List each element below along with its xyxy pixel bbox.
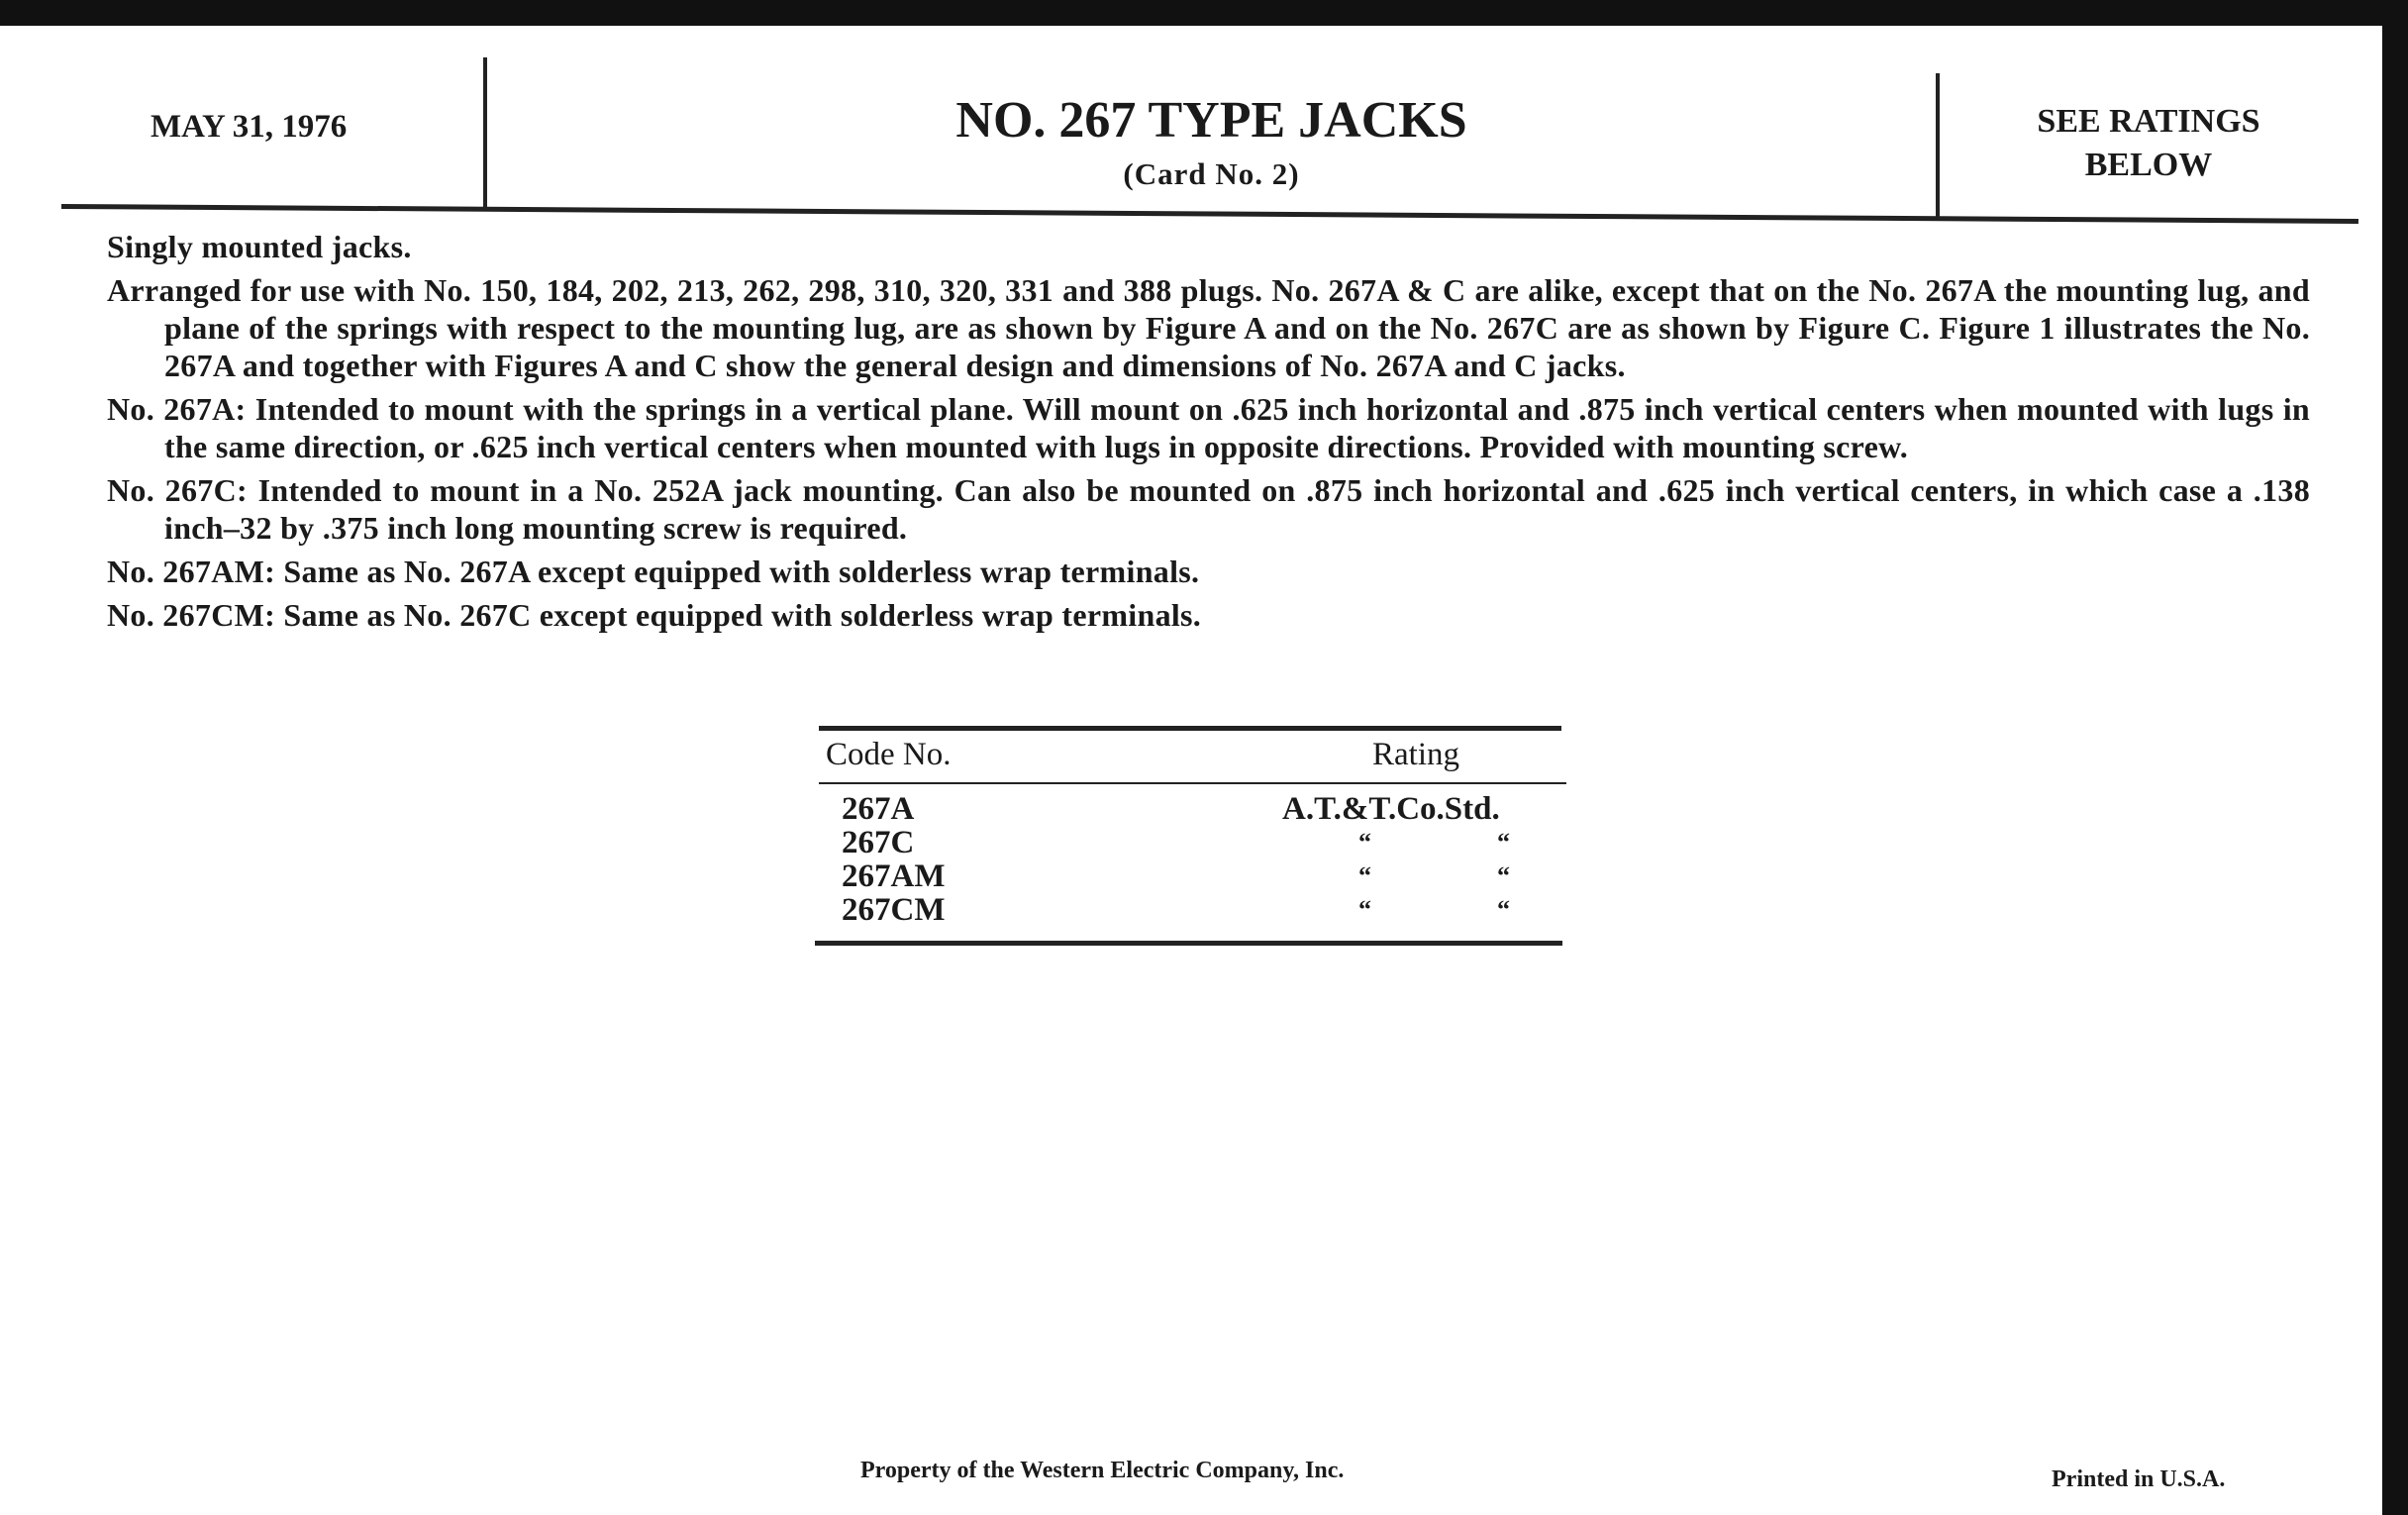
header-divider-right <box>1936 73 1940 220</box>
paragraph-267am: No. 267AM: Same as No. 267A except equipped with solderless wrap terminals. <box>107 554 1200 589</box>
ratings-note-line2: BELOW <box>2084 147 2213 183</box>
description <box>107 228 2310 640</box>
paragraph-267cm: No. 267CM: Same as No. 267C except equipped with solderless wrap terminals. <box>107 597 1202 633</box>
ditto-mark: “ <box>1497 895 1510 924</box>
table-row-code: 267AM <box>842 858 946 894</box>
table-row-code: 267C <box>842 825 915 860</box>
table-bottom-rule <box>815 941 1562 946</box>
card-number: (Card No. 2) <box>1123 156 1300 191</box>
table-header-rule <box>819 782 1566 784</box>
ditto-mark: “ <box>1497 861 1510 890</box>
table-row-rating: A.T.&T.Co.Std. <box>1282 791 1500 827</box>
ditto-mark: “ <box>1358 828 1371 857</box>
header-rule <box>61 204 2358 224</box>
paragraph-267a: No. 267A: Intended to mount with the springs in a vertical plane. Will mount on .625 inch horizontal and .875 inch vertical centers when mounted with lugs in the same direction, or .625 inch vertical centers when mounted with lugs in opposite directions. Provided with mounting screw. <box>107 391 2310 464</box>
ditto-mark: “ <box>1497 828 1510 857</box>
table-row-code: 267A <box>842 791 915 827</box>
column-header-rating: Rating <box>1372 737 1459 772</box>
scan-border-right <box>2382 0 2408 1515</box>
paragraph-267c: No. 267C: Intended to mount in a No. 252A jack mounting. Can also be mounted on .875 inch horizontal and .625 inch vertical centers, in which case a .138 inch–32 by .375 inch long mounting screw is required. <box>107 472 2310 546</box>
footer-property: Property of the Western Electric Company, Inc. <box>860 1458 1345 1483</box>
table-top-rule <box>819 726 1561 731</box>
ditto-mark: “ <box>1358 895 1371 924</box>
scan-border-top <box>0 0 2408 26</box>
table-row-code: 267CM <box>842 892 946 928</box>
paragraph-intro: Singly mounted jacks. <box>107 229 412 264</box>
footer-printed: Printed in U.S.A. <box>2052 1466 2226 1492</box>
column-header-code: Code No. <box>826 737 952 772</box>
ratings-note-line1: SEE RATINGS <box>2037 103 2260 140</box>
page-title: NO. 267 TYPE JACKS <box>955 92 1467 149</box>
ditto-mark: “ <box>1358 861 1371 890</box>
paragraph-arrangement: Arranged for use with No. 150, 184, 202, 213, 262, 298, 310, 320, 331 and 388 plugs. No. 267A & C are alike, except that on the No. 267A the mounting lug, and plane of the springs with respect to the mounting lug, are as shown by Figure A and on the No. 267C are as shown by Figure C. Figure 1 illustrates the No. 267A and together with Figures A and C show the general design and dimensions of No. 267A and C jacks. <box>107 272 2310 383</box>
card-date: MAY 31, 1976 <box>150 109 348 145</box>
